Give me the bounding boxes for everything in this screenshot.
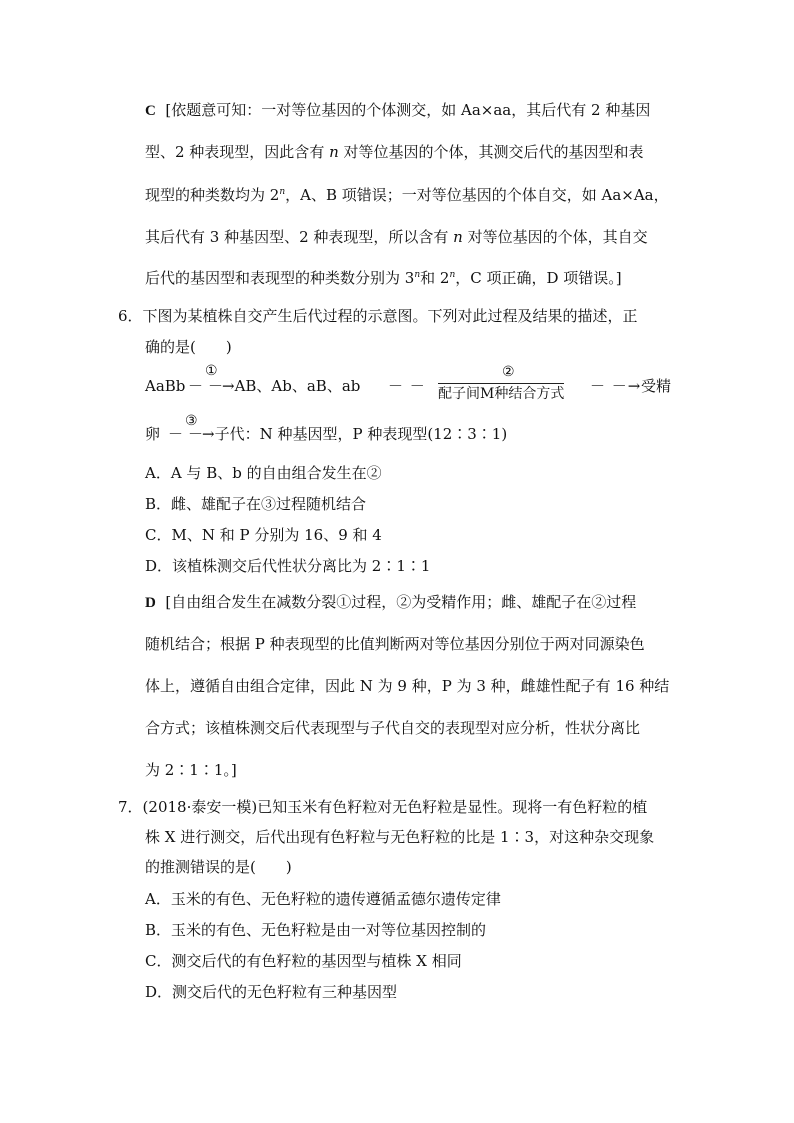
q6-option-d: D．该植株测交后代性状分离比为 2∶1∶1 <box>145 557 431 575</box>
diagram-result: →子代：N 种基因型，P 种表现型(12∶3∶1) <box>202 425 508 443</box>
answer5-var-n: n <box>329 143 339 161</box>
diagram-dash-1b: － <box>208 377 224 395</box>
q6-option-a: A．A 与 B、b 的自由组合发生在② <box>145 464 382 482</box>
answer6-line-1 <box>145 592 636 613</box>
answer5-letter: C <box>145 103 156 119</box>
diagram-step-3: ③ <box>185 413 198 429</box>
q7-stem-line-1: 7．(2018·泰安一模)已知玉米有色籽粒对无色籽粒是显性。现将一有色籽粒的植 <box>118 798 648 816</box>
answer6-line-5: 为 2∶1∶1。] <box>145 761 237 779</box>
q7-stem-line-3: 的推测错误的是( ) <box>145 858 292 876</box>
diagram-start: AaBb <box>145 377 186 395</box>
diagram-zygote: 受精 <box>641 377 672 395</box>
diagram-arrow-end: － －→ <box>590 377 642 395</box>
q6-stem-line-1: 6．下图为某植株自交产生后代过程的示意图。下列对此过程及结果的描述，正 <box>118 307 638 325</box>
answer5-text-2b: 对等位基因的个体，其测交后代的基因型和表 <box>338 143 644 161</box>
answer5-text-3a: 现型的种类数均为 2 <box>145 186 280 204</box>
q7-option-a: A．玉米的有色、无色籽粒的遗传遵循孟德尔遗传定律 <box>145 890 501 908</box>
answer5-line-4 <box>145 227 648 247</box>
answer5-text-5a: 后代的基因型和表现型的种类数分别为 3 <box>145 269 415 287</box>
answer5-text-5c: ，C 项正确，D 项错误。] <box>455 269 622 287</box>
answer5-line-3 <box>145 185 669 205</box>
answer6-letter: D <box>145 595 156 611</box>
answer6-text-1: [自由组合发生在减数分裂①过程，②为受精作用；雌、雄配子在②过程 <box>165 593 637 611</box>
answer5-text-1: [依题意可知：一对等位基因的个体测交，如 Aa×aa，其后代有 2 种基因 <box>165 101 651 119</box>
answer5-sup-n-2: n <box>414 270 421 280</box>
answer6-line-2: 随机结合；根据 P 种表现型的比值判断两对等位基因分别位于两对同源染色 <box>145 635 645 653</box>
diagram-step-1: ① <box>205 363 218 379</box>
q7-option-b: B．玉米的有色、无色籽粒是由一对等位基因控制的 <box>145 921 487 939</box>
diagram-step2-label: 配子间M种结合方式 <box>438 383 564 403</box>
answer5-text-4a: 其后代有 3 种基因型、2 种表现型，所以含有 <box>145 228 454 246</box>
q6-stem-line-2: 确的是( ) <box>145 338 232 356</box>
answer5-text-2a: 型、2 种表现型，因此含有 <box>145 143 330 161</box>
diagram-dash-2: － － <box>388 377 426 395</box>
answer6-line-3: 体上，遵循自由组合定律，因此 N 为 9 种，P 为 3 种，雌雄性配子有 16 种结 <box>145 677 670 695</box>
diagram-step-2: ② <box>502 364 515 380</box>
q7-stem-line-2: 株 X 进行测交，后代出现有色籽粒与无色籽粒的比是 1∶3，对这种杂交现象 <box>145 828 655 846</box>
diagram-dash-3: － <box>168 425 185 443</box>
answer5-var-n-2: n <box>453 228 463 246</box>
diagram-dash-3b: － <box>188 425 204 443</box>
diagram-dash-1: － <box>188 377 205 395</box>
diagram-gametes: →AB、Ab、aB、ab <box>222 377 361 395</box>
answer5-line-2 <box>145 142 644 162</box>
diagram-zygote-cont: 卵 <box>145 425 161 443</box>
answer5-line-1 <box>145 100 650 121</box>
answer5-sup-n-3: n <box>449 270 456 280</box>
answer5-line-5 <box>145 268 622 288</box>
answer5-sup-n: n <box>279 187 286 197</box>
q7-option-d: D．测交后代的无色籽粒有三种基因型 <box>145 983 398 1001</box>
answer5-text-5b: 和 2 <box>420 269 450 287</box>
answer5-text-4b: 对等位基因的个体，其自交 <box>462 228 648 246</box>
answer5-text-3b: ，A、B 项错误；一对等位基因的个体自交，如 Aa×Aa， <box>285 186 669 204</box>
q6-option-b: B．雌、雄配子在③过程随机结合 <box>145 495 367 513</box>
answer6-line-4: 合方式；该植株测交后代表现型与子代自交的表现型对应分析，性状分离比 <box>145 719 641 737</box>
q6-option-c: C．M、N 和 P 分别为 16、9 和 4 <box>145 526 382 544</box>
q7-option-c: C．测交后代的有色籽粒的基因型与植株 X 相同 <box>145 952 462 970</box>
